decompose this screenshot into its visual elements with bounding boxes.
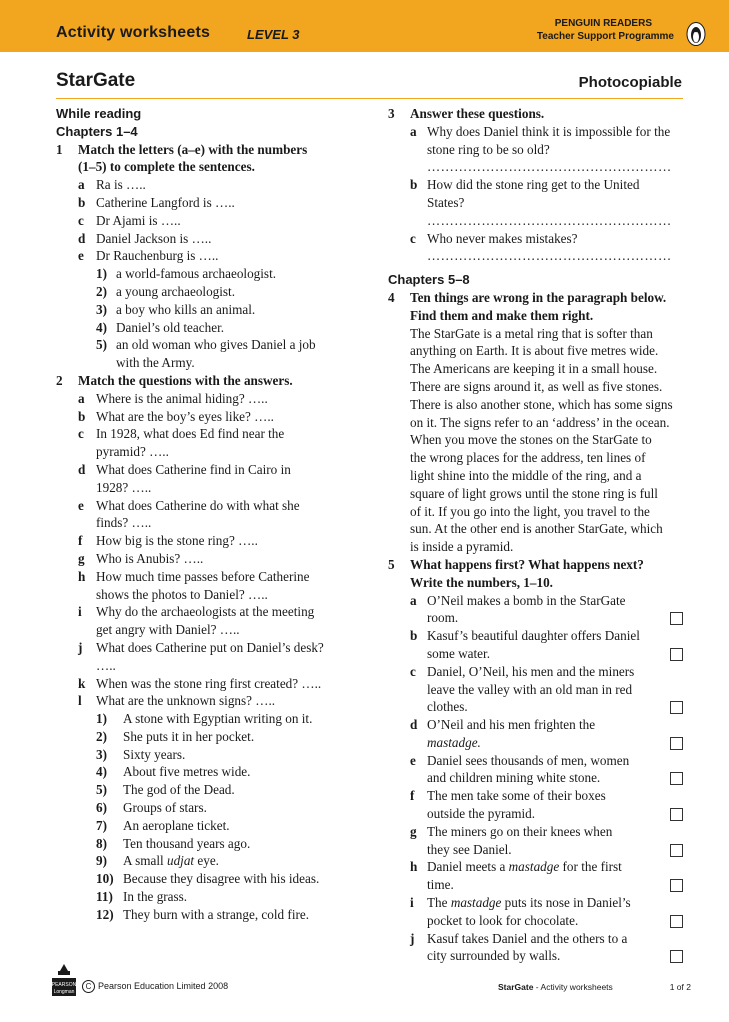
- q1-item-c-marker: c: [78, 212, 84, 228]
- answer-checkbox[interactable]: [670, 950, 683, 963]
- chapters-heading-text: Chapters 1–4: [56, 123, 138, 139]
- q5-item-j: [388, 930, 690, 948]
- answer-checkbox[interactable]: [670, 701, 683, 714]
- q5-item-g-text: they see Daniel.: [427, 841, 512, 857]
- section-heading-text: While reading: [56, 106, 142, 121]
- q2-answer: [56, 763, 371, 781]
- q2-item-j-marker: j: [78, 639, 83, 655]
- answer-checkbox[interactable]: [670, 772, 683, 785]
- footer-logo-text-1: PEARSON: [51, 982, 77, 988]
- q5-item-h-marker: h: [410, 859, 418, 875]
- footer-copyright: [82, 980, 228, 993]
- q3-item-b-text: States?: [427, 194, 465, 210]
- q4-paragraph-line: [388, 520, 690, 538]
- q4-paragraph-line: [388, 360, 690, 378]
- q5-item-d-text: O’Neil and his men frighten the: [427, 717, 596, 733]
- q5-item-h-text: Daniel meets a: [427, 859, 509, 875]
- footer-book: StarGate: [498, 982, 534, 992]
- q3-item-b-text: How did the stone ring get to the United: [427, 177, 640, 193]
- chapters-heading: [56, 123, 371, 141]
- header-rule: [56, 98, 683, 99]
- q2-item-e: [56, 514, 371, 532]
- q1-answer-text: a young archaeologist.: [116, 283, 236, 299]
- q4-paragraph-line: [388, 414, 690, 432]
- copyright-icon: C: [82, 980, 95, 993]
- q5-item-i-text: puts its nose in Daniel’s: [501, 895, 631, 911]
- q2-answer-text: Ten thousand years ago.: [123, 835, 251, 851]
- penguin-logo-icon: [686, 22, 706, 46]
- q5-item-e: [388, 769, 690, 787]
- q2-item-l-marker: l: [78, 693, 82, 709]
- q4-instruction: [388, 289, 690, 307]
- q1-answer: [56, 336, 371, 354]
- q1-answer: [56, 283, 371, 301]
- answer-checkbox[interactable]: [670, 808, 683, 821]
- q2-item-a-text: Where is the animal hiding? …..: [96, 390, 268, 406]
- q3-item-b: [388, 176, 690, 194]
- q5-instruction-text: Write the numbers, 1–10.: [410, 574, 553, 590]
- q4-paragraph-line-text: on it. The signs refer to an ‘address’ in the ocean.: [410, 414, 670, 430]
- q5-item-a: [388, 592, 690, 610]
- section-heading: [56, 105, 371, 123]
- q5-item-e: [388, 752, 690, 770]
- footer-ws-rest: - Activity worksheets: [533, 982, 613, 992]
- q5-item-f: [388, 787, 690, 805]
- q2-answer-text: Sixty years.: [123, 746, 186, 762]
- q5-item-b: [388, 645, 690, 663]
- q2-item-f-text: How big is the stone ring? …..: [96, 533, 258, 549]
- q5-item-f: [388, 805, 690, 823]
- q5-item-i-text: mastadge: [450, 895, 502, 911]
- q4-paragraph-line-text: is inside a pyramid.: [410, 539, 514, 555]
- q2-answer: [56, 906, 371, 924]
- q3-item-c-text: Who never makes mistakes?: [427, 230, 578, 246]
- q2-item-j: [56, 639, 371, 657]
- q2-item-i: [56, 603, 371, 621]
- q3-answer-line-text: ………………………………………………: [427, 159, 672, 175]
- q2-item-c: [56, 425, 371, 443]
- q5-item-h: [388, 858, 690, 876]
- q4-paragraph-line-text: anything on Earth. It is about five metres wide.: [410, 343, 659, 359]
- copyright-text: Pearson Education Limited 2008: [98, 981, 229, 991]
- q4-paragraph-line-text: The Americans are keeping it in a small house.: [410, 361, 658, 377]
- q5-item-i: [388, 894, 690, 912]
- q4-instruction-text: Find them and make them right.: [410, 307, 594, 323]
- q2-answer-marker: 5): [96, 782, 107, 798]
- q2-item-e-text: What does Catherine do with what she: [96, 497, 300, 513]
- answer-checkbox[interactable]: [670, 915, 683, 928]
- publisher-line-2: Teacher Support Programme: [536, 31, 674, 42]
- q1-answer: [56, 354, 371, 372]
- q5-item-d: [388, 734, 690, 752]
- q1-item-e: [56, 247, 371, 265]
- q4-paragraph-line: [388, 431, 690, 449]
- q2-answer: [56, 799, 371, 817]
- q5-item-b-marker: b: [410, 628, 418, 644]
- page-number: 1 of 2: [669, 982, 691, 992]
- photocopiable-label: Photocopiable: [578, 74, 682, 91]
- q1-item-e-text: Dr Rauchenburg is …..: [96, 248, 219, 264]
- q1-instruction-text: (1–5) to complete the sentences.: [78, 159, 255, 175]
- q5-item-j-text: city surrounded by walls.: [427, 948, 561, 964]
- q4-paragraph-line-text: There is also another stone, which has some signs: [410, 396, 673, 412]
- q2-answer-marker: 1): [96, 711, 107, 727]
- q2-item-h-text: How much time passes before Catherine: [96, 568, 310, 584]
- q1-instruction: [56, 158, 371, 176]
- q2-item-h-marker: h: [78, 568, 86, 584]
- q2-answer-marker: 6): [96, 800, 107, 816]
- q5-item-c-marker: c: [410, 663, 416, 679]
- q2-answer-text: Because they disagree with his ideas.: [123, 871, 320, 887]
- q5-item-c: [388, 698, 690, 716]
- q3-item-a-text: Why does Daniel think it is impossible for the: [427, 123, 671, 139]
- q3-answer-line: [388, 247, 690, 265]
- q1-item-a-marker: a: [78, 177, 85, 193]
- q2-item-a-marker: a: [78, 390, 85, 406]
- q4-paragraph-line-text: the wrong places for the address, ten lines of: [410, 450, 646, 466]
- q4-paragraph-line: [388, 378, 690, 396]
- q5-item-c: [388, 681, 690, 699]
- q2-item-f-marker: f: [78, 533, 83, 549]
- q2-item-i-marker: i: [78, 604, 82, 620]
- q2-item-e: [56, 497, 371, 515]
- q2-item-b: [56, 408, 371, 426]
- q1-item-d-text: Daniel Jackson is …..: [96, 230, 212, 246]
- book-title: StarGate: [56, 70, 136, 91]
- q5-item-d: [388, 716, 690, 734]
- q3-answer-line: [388, 158, 690, 176]
- q2-answer-text: udjat: [166, 853, 195, 869]
- answer-checkbox[interactable]: [670, 737, 683, 750]
- q4-paragraph-line-text: of it. If you go into the light, you travel to the: [410, 503, 650, 519]
- q2-item-g-text: Who is Anubis? …..: [96, 550, 204, 566]
- q4-instruction-text: Ten things are wrong in the paragraph below.: [410, 289, 667, 305]
- q2-instruction-text: Match the questions with the answers.: [78, 372, 293, 388]
- q2-instruction-marker: 2: [56, 372, 63, 388]
- q2-item-d-marker: d: [78, 461, 86, 477]
- chapters-heading-2-text: Chapters 5–8: [388, 272, 470, 288]
- q5-item-c-text: leave the valley with an old man in red: [427, 681, 633, 697]
- q5-item-a-marker: a: [410, 592, 417, 608]
- q3-instruction-marker: 3: [388, 106, 395, 121]
- q2-answer: [56, 781, 371, 799]
- left-column: [56, 105, 371, 924]
- q5-instruction: [388, 556, 690, 574]
- q5-item-d-text: mastadge.: [427, 734, 481, 750]
- q2-answer-text: They burn with a strange, cold fire.: [123, 906, 310, 922]
- q5-item-h-text: time.: [427, 877, 454, 893]
- q2-answer: [56, 710, 371, 728]
- q1-answer-marker: 5): [96, 337, 107, 353]
- q1-answer-text: Daniel’s old teacher.: [116, 319, 225, 335]
- q2-item-i: [56, 621, 371, 639]
- q2-item-d-text: What does Catherine find in Cairo in: [96, 461, 291, 477]
- q2-item-c: [56, 443, 371, 461]
- chapters-heading-2: [388, 271, 690, 289]
- q4-paragraph-line: [388, 449, 690, 467]
- q2-item-h-text: shows the photos to Daniel? …..: [96, 586, 268, 602]
- q5-item-g: [388, 823, 690, 841]
- q5-item-e-marker: e: [410, 752, 416, 768]
- q3-instruction-text: Answer these questions.: [410, 106, 545, 121]
- q2-answer: [56, 888, 371, 906]
- q5-item-e-text: Daniel sees thousands of men, women: [427, 752, 630, 768]
- pearson-longman-logo-icon: [50, 962, 78, 998]
- q5-item-d-marker: d: [410, 717, 418, 733]
- q5-item-f-text: The men take some of their boxes: [427, 788, 606, 804]
- q3-answer-line-text: ………………………………………………: [427, 212, 672, 228]
- q2-answer-text: A stone with Egyptian writing on it.: [123, 711, 313, 727]
- q5-item-a: [388, 609, 690, 627]
- q4-paragraph-line-text: light shine into the middle of the ring, and a: [410, 467, 642, 483]
- q5-item-c-text: Daniel, O’Neil, his men and the miners: [427, 663, 635, 679]
- q2-item-k-text: When was the stone ring first created? …..: [96, 675, 322, 691]
- q4-paragraph-line: [388, 396, 690, 414]
- q5-item-g-text: The miners go on their knees when: [427, 823, 613, 839]
- q2-answer-text: Groups of stars.: [123, 800, 207, 816]
- q3-item-b-marker: b: [410, 177, 418, 193]
- footer-logo-text-2: Longman: [53, 989, 75, 995]
- q2-answer-text: In the grass.: [123, 889, 188, 905]
- q3-item-c-marker: c: [410, 230, 416, 246]
- q1-item-b: [56, 194, 371, 212]
- q4-instruction-marker: 4: [388, 289, 395, 305]
- q5-item-b-text: Kasuf’s beautiful daughter offers Daniel: [427, 628, 640, 644]
- q2-answer: [56, 835, 371, 853]
- q2-answer-text: About five metres wide.: [123, 764, 251, 780]
- q1-answer-marker: 2): [96, 283, 107, 299]
- q1-item-a: [56, 176, 371, 194]
- q2-item-d: [56, 479, 371, 497]
- q1-item-c: [56, 212, 371, 230]
- q5-item-a-text: O’Neil makes a bomb in the StarGate: [427, 592, 626, 608]
- q2-item-g: [56, 550, 371, 568]
- q5-item-h-text: for the first: [559, 859, 622, 875]
- q2-item-l-text: What are the unknown signs? …..: [96, 693, 276, 709]
- q1-item-e-marker: e: [78, 248, 84, 264]
- q2-answer-marker: 3): [96, 746, 107, 762]
- q5-instruction-text: What happens first? What happens next?: [410, 556, 644, 572]
- q1-answer-marker: 3): [96, 301, 107, 317]
- q2-instruction: [56, 372, 371, 390]
- q3-answer-line: [388, 212, 690, 230]
- q4-paragraph-line: [388, 485, 690, 503]
- q2-answer-marker: 10): [96, 871, 114, 887]
- q3-item-a-marker: a: [410, 123, 417, 139]
- q4-paragraph-line-text: sun. At the other end is another StarGate, which: [410, 521, 663, 537]
- q2-answer-marker: 8): [96, 835, 107, 851]
- q5-item-g: [388, 841, 690, 859]
- q2-item-j: [56, 657, 371, 675]
- q2-item-e-text: finds? …..: [96, 515, 152, 531]
- q2-item-i-text: Why do the archaeologists at the meeting: [96, 604, 315, 620]
- q1-item-a-text: Ra is …..: [96, 177, 146, 193]
- q1-answer-marker: 1): [96, 266, 107, 282]
- q2-answer: [56, 870, 371, 888]
- q5-instruction: [388, 574, 690, 592]
- q5-item-b-text: some water.: [427, 645, 490, 661]
- publisher-line-1: PENGUIN READERS: [554, 18, 652, 29]
- q1-item-d-marker: d: [78, 230, 86, 246]
- q4-paragraph-line: [388, 467, 690, 485]
- q2-item-b-text: What are the boy’s eyes like? …..: [96, 408, 274, 424]
- q1-item-b-marker: b: [78, 194, 86, 210]
- q5-item-i: [388, 912, 690, 930]
- q1-item-c-text: Dr Ajami is …..: [96, 212, 181, 228]
- q2-item-k-marker: k: [78, 675, 86, 691]
- q2-answer-marker: 11): [96, 889, 113, 905]
- q5-item-i-text: pocket to look for chocolate.: [427, 912, 579, 928]
- q2-item-c-marker: c: [78, 426, 84, 442]
- q2-item-l: [56, 692, 371, 710]
- q2-item-j-text: …..: [96, 657, 116, 673]
- q5-item-i-text: The: [427, 895, 451, 911]
- q4-paragraph-line: [388, 503, 690, 521]
- q2-item-c-text: pyramid? …..: [96, 444, 169, 460]
- q2-item-f: [56, 532, 371, 550]
- q2-answer: [56, 852, 371, 870]
- q2-answer: [56, 817, 371, 835]
- q2-answer-marker: 7): [96, 817, 107, 833]
- answer-checkbox[interactable]: [670, 648, 683, 661]
- q1-item-b-text: Catherine Langford is …..: [96, 194, 235, 210]
- q2-item-a: [56, 390, 371, 408]
- q2-answer-marker: 12): [96, 906, 114, 922]
- q1-instruction-text: Match the letters (a–e) with the numbers: [78, 141, 308, 157]
- q5-item-f-text: outside the pyramid.: [427, 806, 536, 822]
- q3-answer-line-text: ………………………………………………: [427, 248, 672, 264]
- answer-checkbox[interactable]: [670, 612, 683, 625]
- q1-item-d: [56, 230, 371, 248]
- q1-answer-text: a boy who kills an animal.: [116, 301, 256, 317]
- right-column: [388, 105, 690, 965]
- q5-item-a-text: room.: [427, 610, 459, 626]
- q4-paragraph-line: [388, 538, 690, 556]
- q1-answer: [56, 319, 371, 337]
- q1-instruction: [56, 141, 371, 159]
- q2-answer-marker: 4): [96, 764, 107, 780]
- q2-item-g-marker: g: [78, 550, 85, 566]
- q5-item-f-marker: f: [410, 788, 415, 804]
- q2-answer-text: The god of the Dead.: [123, 782, 235, 798]
- q2-answer-text: An aeroplane ticket.: [123, 817, 230, 833]
- answer-checkbox[interactable]: [670, 879, 683, 892]
- q2-answer: [56, 746, 371, 764]
- q4-paragraph-line-text: When you move the stones on the StarGate to: [410, 432, 652, 448]
- answer-checkbox[interactable]: [670, 844, 683, 857]
- q2-item-c-text: In 1928, what does Ed find near the: [96, 426, 285, 442]
- q2-item-d-text: 1928? …..: [96, 479, 152, 495]
- q5-item-c-text: clothes.: [427, 699, 468, 715]
- q5-item-h: [388, 876, 690, 894]
- q3-item-c: [388, 230, 690, 248]
- q5-instruction-marker: 5: [388, 556, 395, 572]
- q2-answer-text: A small: [123, 853, 167, 869]
- q4-paragraph-line-text: There are signs around it, as well as five stones.: [410, 378, 663, 394]
- q1-instruction-marker: 1: [56, 141, 63, 157]
- q1-answer: [56, 301, 371, 319]
- q4-paragraph-line-text: square of light grows until the stone ring is full: [410, 485, 658, 501]
- q5-item-h-text: mastadge: [508, 859, 560, 875]
- q2-item-e-marker: e: [78, 497, 84, 513]
- q1-answer-text: with the Army.: [116, 355, 195, 371]
- q5-item-g-marker: g: [410, 823, 417, 839]
- q1-answer: [56, 265, 371, 283]
- q1-answer-text: an old woman who gives Daniel a job: [116, 337, 316, 353]
- q3-item-a: [388, 123, 690, 141]
- q2-answer: [56, 728, 371, 746]
- q5-item-i-marker: i: [410, 895, 414, 911]
- q5-item-c: [388, 663, 690, 681]
- q2-item-d: [56, 461, 371, 479]
- q4-paragraph-line: [388, 325, 690, 343]
- q4-paragraph-line: [388, 342, 690, 360]
- q2-answer-text: She puts it in her pocket.: [123, 728, 255, 744]
- footer-worksheet: [498, 982, 613, 992]
- q3-item-a: [388, 141, 690, 159]
- q2-item-k: [56, 675, 371, 693]
- q1-answer-marker: 4): [96, 319, 107, 335]
- q2-answer-marker: 2): [96, 728, 107, 744]
- q5-item-j-text: Kasuf takes Daniel and the others to a: [427, 930, 628, 946]
- q2-item-h: [56, 586, 371, 604]
- q1-answer-text: a world-famous archaeologist.: [116, 266, 277, 282]
- q2-item-b-marker: b: [78, 408, 86, 424]
- q5-item-b: [388, 627, 690, 645]
- q4-instruction: [388, 307, 690, 325]
- q2-answer-marker: 9): [96, 853, 107, 869]
- q5-item-j: [388, 947, 690, 965]
- q2-item-j-text: What does Catherine put on Daniel’s desk?: [96, 639, 324, 655]
- q2-answer-text: eye.: [194, 853, 219, 869]
- pearson-logo: [50, 962, 78, 998]
- q3-item-b: [388, 194, 690, 212]
- q5-item-e-text: and children mining white stone.: [427, 770, 601, 786]
- header-level: LEVEL 3: [247, 27, 300, 42]
- q5-item-j-marker: j: [410, 930, 415, 946]
- header-title: Activity worksheets: [56, 24, 211, 41]
- q4-paragraph-line-text: The StarGate is a metal ring that is softer than: [410, 325, 653, 341]
- q3-instruction: [388, 105, 690, 123]
- q3-item-a-text: stone ring to be so old?: [427, 141, 550, 157]
- q2-item-i-text: get angry with Daniel? …..: [96, 622, 240, 638]
- q2-item-h: [56, 568, 371, 586]
